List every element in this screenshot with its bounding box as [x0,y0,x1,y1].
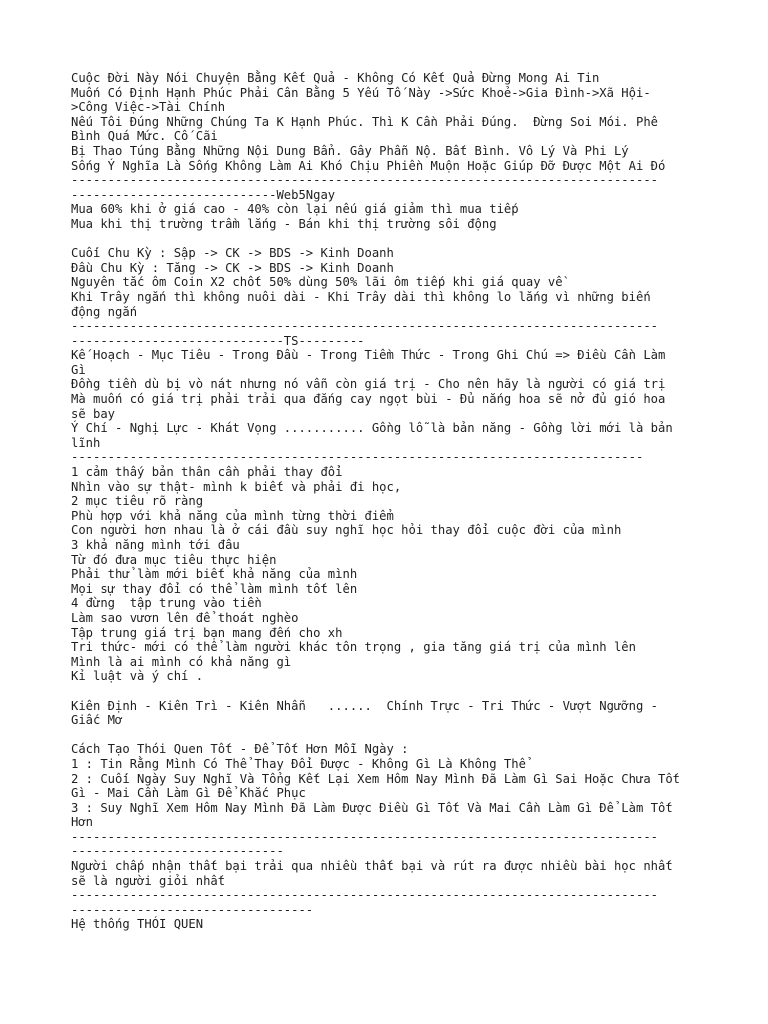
text-line: ------------------------------------------------------------------------------ [71,450,644,465]
text-line: 4 đừng tập trung vào tiền [71,596,262,611]
text-line: Người chấp nhận thất bại trải qua nhiều thất bại và rút ra được nhiều bài học nhất [71,859,673,874]
text-line: sẽ bay [71,406,116,421]
text-line: Mà muốn có giá trị phải trải qua đắng cay ngọt bùi - Đủ nắng hoa sẽ nở đủ gió hoa [71,392,666,407]
text-line: Gì [71,362,86,377]
text-line: lĩnh [71,435,101,450]
text-line: Hơn [71,815,94,830]
text-line: Mọi sự thay đổi có thể làm mình tốt lên [71,581,358,596]
text-line: Bình Quá Mức. Cố Cãi [71,129,218,144]
text-line: ----------------------------- [71,844,284,859]
text-line: Phải thử làm mới biết khả năng của mình [71,567,358,582]
text-line: Tập trung giá trị bạn mang đến cho xh [71,625,343,640]
text-line: ----------------------------Web5Ngay [71,187,336,202]
text-line: Muốn Có Định Hạnh Phúc Phải Cân Bằng 5 Yếu Tố Này ->Sức Khoẻ->Gia Đình->Xã Hội- [71,85,651,100]
text-line: Mình là ai mình có khả năng gì [71,654,292,669]
text-line [71,684,701,699]
text-line: Kiên Định - Kiên Trì - Kiên Nhẫn ...... Chính Trực - Tri Thức - Vượt Ngưỡng - [71,698,658,713]
text-line: Ý Chí - Nghị Lực - Khát Vọng ........... Gồng lỗ là bản năng - Gồng lời mới là bản [71,421,673,436]
text-line: Mua 60% khi ở giá cao - 40% còn lại nếu giá giảm thì mua tiếp [71,202,519,217]
text-line: 3 khả năng mình tới đâu [71,538,240,552]
text-line: Đồng tiền dù bị vò nát nhưng nó vẫn còn giá trị - Cho nên hãy là người có giá trị [71,377,666,392]
text-line: Cách Tạo Thói Quen Tốt - Để Tốt Hơn Mỗi Ngày : [71,742,409,757]
text-line: Làm sao vươn lên để thoát nghèo [71,610,299,625]
text-line: Đầu Chu Kỳ : Tăng -> CK -> BDS -> Kinh Doanh [71,260,394,275]
text-line: sẽ là người giỏi nhất [71,873,226,888]
text-line: Kế Hoạch - Mục Tiêu - Trong Đầu - Trong Tiềm Thức - Trong Ghi Chú => Điều Cần Làm [71,348,666,363]
text-line [71,728,701,743]
text-line: Gì - Mai Cần Làm Gì Để Khắc Phục [71,786,306,801]
text-line: Phù hợp với khả năng của mình từng thời điểm [71,508,394,523]
text-line: -------------------------------------------------------------------------------- [71,829,658,844]
text-line: Cuối Chu Kỳ : Sập -> CK -> BDS -> Kinh Doanh [71,246,394,261]
text-line: Kỉ luật và ý chí . [71,669,204,684]
text-line: -----------------------------TS--------- [71,333,365,348]
text-line: Giấc Mơ [71,713,123,728]
text-line: Cuộc Đời Này Nói Chuyện Bằng Kết Quả - Không Có Kết Quả Đừng Mong Ai Tin [71,71,600,85]
text-line: 3 : Suy Nghĩ Xem Hôm Nay Mình Đã Làm Được Điều Gì Tốt Và Mai Cần Làm Gì Để Làm Tốt [71,800,673,815]
text-line: 2 : Cuối Ngày Suy Nghĩ Và Tổng Kết Lại Xem Hôm Nay Mình Đã Làm Gì Sai Hoặc Chưa Tốt [71,771,681,786]
text-line: Hệ thống THÓI QUEN [71,917,204,932]
text-line: >Công Việc->Tài Chính [71,100,226,115]
text-line: Nhìn vào sự thật- mình k biết và phải đi học, [71,479,402,494]
text-line: Từ đó đưa mục tiêu thực hiện [71,552,277,567]
text-line [71,232,701,247]
text-line: Mua khi thị trường trầm lắng - Bán khi thị trường sôi động [71,216,497,231]
text-line: Nguyên tắc ôm Coin X2 chốt 50% dùng 50% lãi ôm tiếp khi giá quay về [71,275,563,290]
text-line: -------------------------------------------------------------------------------- [71,319,658,334]
text-line: Khi Trây ngắn thì không nuôi dài - Khi Trây dài thì không lo lắng vì những biến [71,289,651,304]
document-body [71,71,701,932]
text-line: -------------------------------------------------------------------------------- [71,888,658,903]
text-line: Nếu Tôi Đúng Những Chúng Ta K Hạnh Phúc. Thì K Cần Phải Đúng. Đừng Soi Mói. Phê [71,114,658,129]
text-line: -------------------------------------------------------------------------------- [71,173,658,188]
text-line: 2 mục tiêu rõ ràng [71,494,204,509]
text-line: Con người hơn nhau là ở cái đầu suy nghĩ học hỏi thay đổi cuộc đời của mình [71,523,622,538]
text-line: 1 cảm thấy bản thân cần phải thay đổi [71,465,343,480]
text-line: Sống Ý Nghĩa Là Sống Không Làm Ai Khó Chịu Phiền Muộn Hoặc Giúp Đỡ Được Một Ai Đó [71,158,666,173]
text-line: động ngắn [71,304,138,319]
text-line: Bị Thao Túng Bằng Những Nội Dung Bẩn. Gây Phẫn Nộ. Bất Bình. Vô Lý Và Phi Lý [71,143,629,158]
text-line: --------------------------------- [71,902,314,917]
text-line: Tri thức- mới có thể làm người khác tôn trọng , gia tăng giá trị của mình lên [71,640,636,655]
text-line: 1 : Tin Rằng Mình Có Thể Thay Đổi Được - Không Gì Là Không Thể [71,756,526,771]
